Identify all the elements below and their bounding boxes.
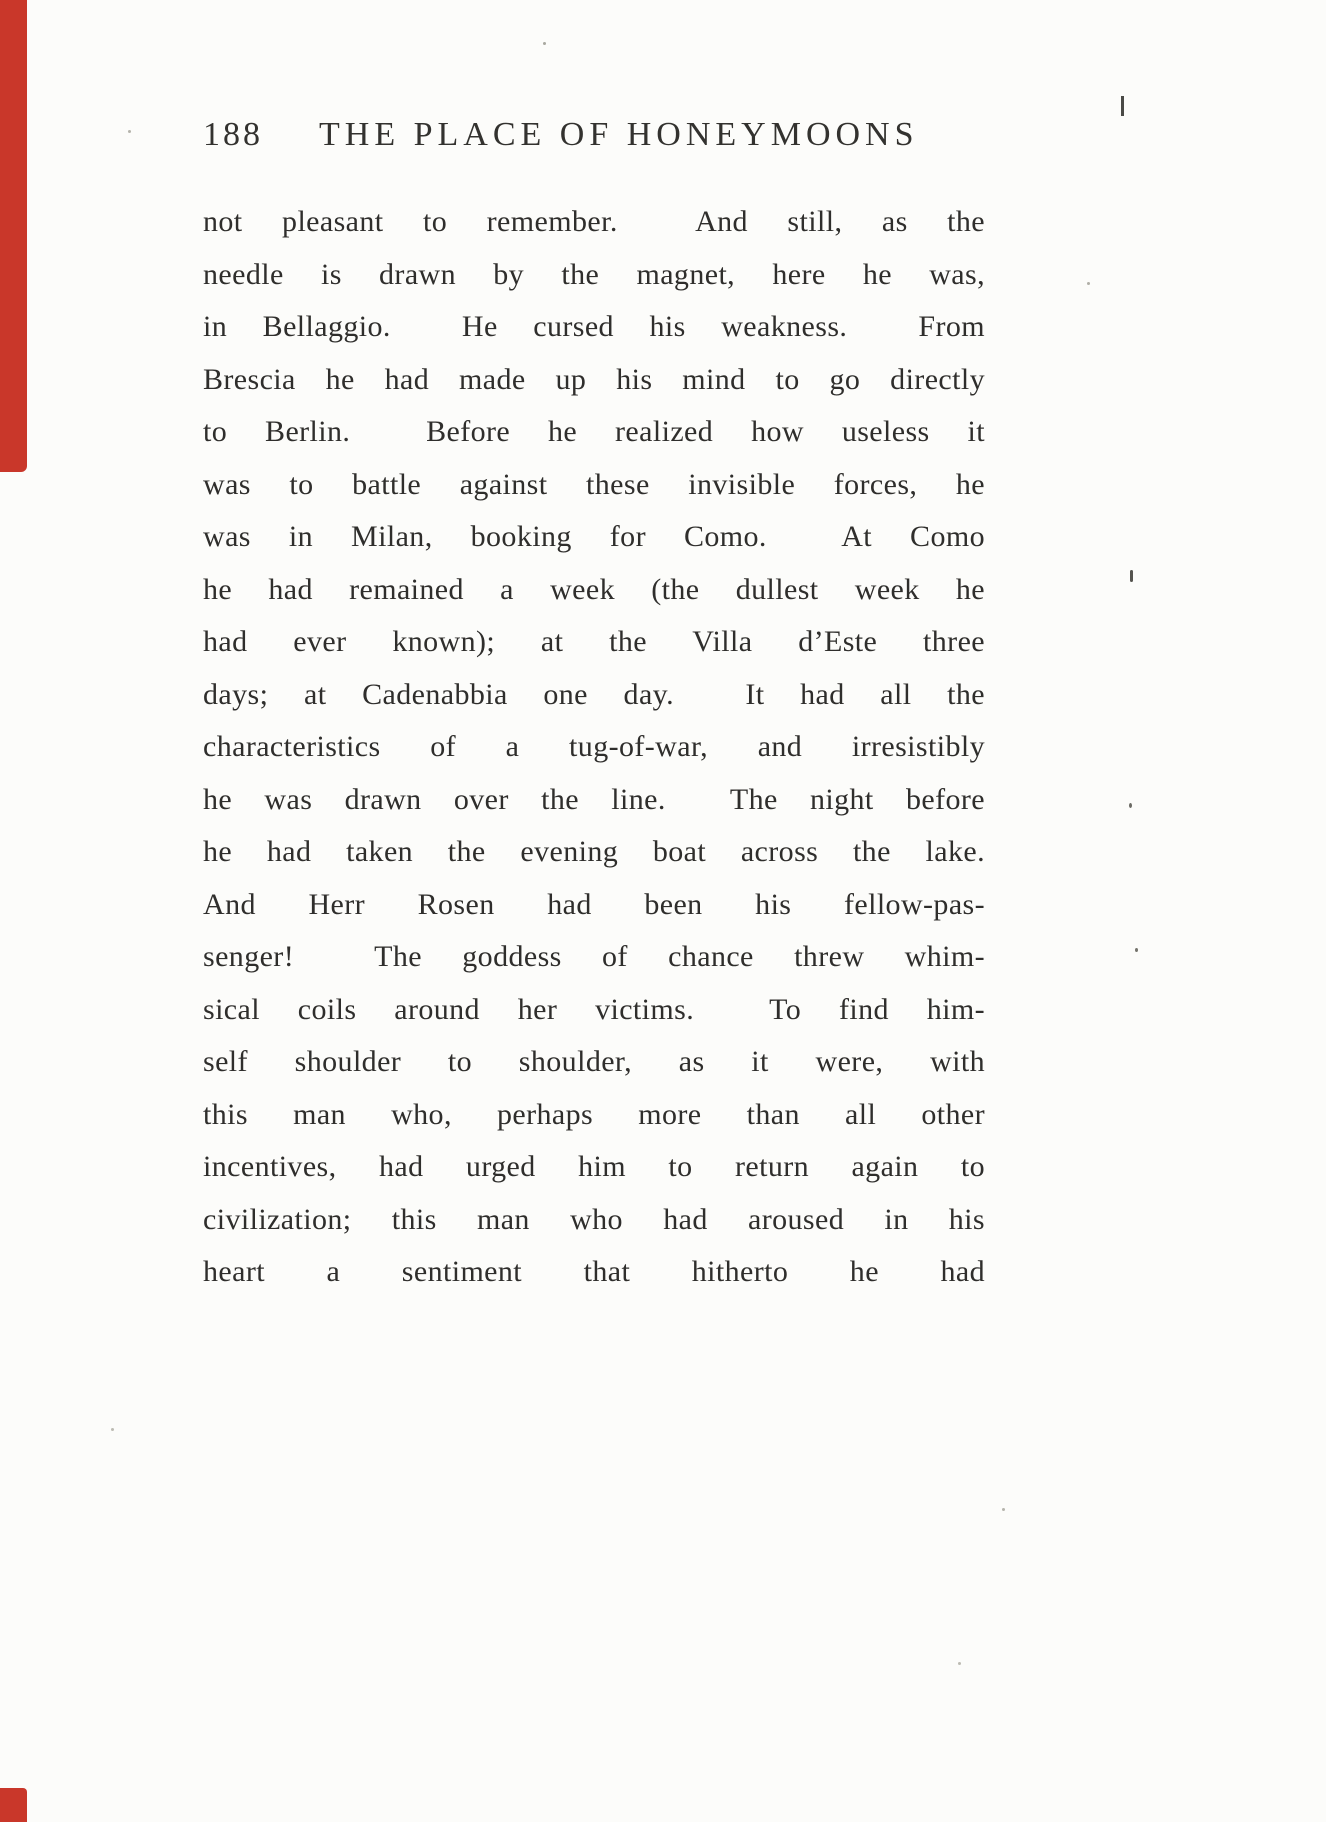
scan-speck [958, 1662, 961, 1665]
scan-speck [111, 1428, 114, 1431]
text-line: he was drawn over the line. The night before [203, 782, 985, 816]
scan-speck [1002, 1508, 1005, 1511]
text-line: civilization; this man who had aroused in his [203, 1202, 985, 1236]
text-line: characteristics of a tug-of-war, and irresistibly [203, 730, 985, 763]
text-line: self shoulder to shoulder, as it were, with [203, 1045, 985, 1078]
scan-mark [1135, 948, 1138, 952]
scan-mark [1121, 96, 1124, 116]
text-line: needle is drawn by the magnet, here he was, [203, 257, 985, 291]
scan-speck [1087, 282, 1090, 285]
text-line: days; at Cadenabbia one day. It had all the [203, 677, 985, 711]
text-line: he had remained a week (the dullest week he [203, 572, 985, 606]
scan-red-stripe-bottom [0, 1788, 27, 1822]
text-line: heart a sentiment that hitherto he had [203, 1255, 985, 1288]
text-line: to Berlin. Before he realized how useless it [203, 415, 985, 448]
text-line: was in Milan, booking for Como. At Como [203, 520, 985, 553]
text-line: And Herr Rosen had been his fellow-pas- [203, 887, 985, 921]
body-text [203, 196, 985, 1299]
text-line: he had taken the evening boat across the lake. [203, 835, 985, 868]
scan-mark [1130, 570, 1133, 582]
text-line: this man who, perhaps more than all other [203, 1097, 985, 1131]
scan-speck [128, 130, 131, 133]
scan-speck [543, 42, 546, 45]
text-line: sical coils around her victims. To find him- [203, 992, 985, 1026]
text-line: incentives, had urged him to return again to [203, 1150, 985, 1183]
text-line: senger! The goddess of chance threw whim- [203, 940, 985, 973]
scan-red-stripe-top [0, 0, 27, 472]
page-header [203, 116, 985, 154]
text-line: had ever known); at the Villa d’Este three [203, 625, 985, 658]
text-line: Brescia he had made up his mind to go directly [203, 362, 985, 396]
running-title: THE PLACE OF HONEYMOONS [319, 116, 919, 153]
text-line: not pleasant to remember. And still, as the [203, 205, 985, 238]
text-line: in Bellaggio. He cursed his weakness. From [203, 310, 985, 343]
page-number: 188 [203, 116, 263, 153]
text-line: was to battle against these invisible forces, he [203, 467, 985, 501]
scan-mark [1129, 803, 1132, 808]
